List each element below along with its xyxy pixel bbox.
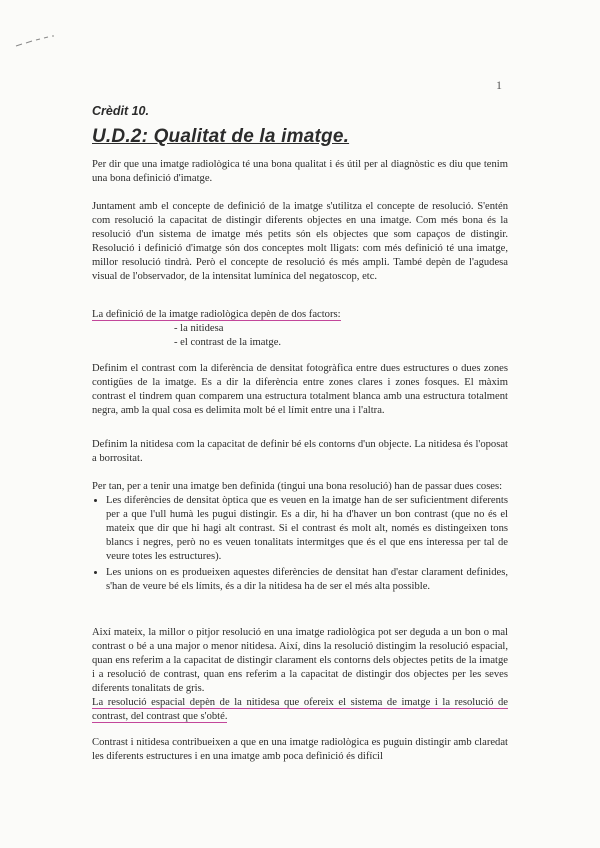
paragraph-contrast: [92, 362, 508, 418]
page-number: 1: [496, 78, 502, 92]
factor-item: - el contrast de la imatge.: [174, 337, 282, 348]
paragraph-text: Definim el contrast com la diferència de densitat fotogràfica entre dues estructures o dues zones contigües de la imatge. Es a dir la diferència entre zones clares i zones fosques. El màxim contrast el tindrem quan comparem una estructura totalment blanca amb una estructura totalment negra, amb la qual cosa es delimita molt bé el límit entre una i l'altra.: [92, 363, 508, 416]
unit-title: U.D.2: Qualitat de la imatge.: [92, 126, 350, 147]
paragraph-text: Per dir que una imatge radiològica té una bona qualitat i és útil per al diagnòstic es diu que tenim una bona definició d'imatge.: [92, 159, 508, 184]
paragraph-text: La resolució espacial depèn de la nitidesa que ofereix el sistema de imatge i la resolució de contrast, del contrast que s'obté.: [92, 697, 508, 722]
conditions-intro: Per tan, per a tenir una imatge ben definida (tingui una bona resolució) han de passar dues coses:: [92, 481, 503, 492]
paragraph-sharpness: [92, 438, 508, 466]
paragraph-intro: [92, 158, 508, 186]
paragraph-text: Definim la nitidesa com la capacitat de definir bé els contorns d'un objecte. La nitidesa és l'oposat a borrositat.: [92, 439, 508, 464]
paragraph-spatial: [92, 626, 508, 724]
paragraph-text: Juntament amb el concepte de definició de la imatge s'utilitza el concepte de resolució. S'entén com resolució la capacitat de distingir diferents objectes en una imatge. Com més bona és la resolució d'un sistema de imatge més petits són els objectes que som capaços de distingir. Resolució i definició d'imatge són dos conceptes molt lligats: com més definició té una imatge, millor resolució tindrà. Però el concepte de resolució és més ampli. També depèn de l'agudesa visual de l'observador, de la intensitat lumínica del negatoscop, etc.: [92, 201, 508, 282]
paragraph-closing: [92, 736, 508, 764]
factor-item: - la nitidesa: [174, 323, 224, 334]
pencil-scribble: [14, 34, 64, 50]
list-item: • Les unions on es produeixen aquestes diferències de densitat han d'estar clarament definides, s'han de veure bé els límits, és a dir la nitidesa ha de ser el més alta possible.: [106, 566, 508, 594]
paragraph-text: Contrast i nitidesa contribueixen a que en una imatge radiològica es puguin distingir amb claredat les diferents estructures i en una imatge amb poca definició és difícil: [92, 737, 508, 762]
factors-intro: La definició de la imatge radiològica depèn de dos factors:: [92, 309, 341, 320]
conditions-list: [92, 494, 508, 594]
paragraph-resolution: [92, 200, 508, 284]
paragraph-conditions: [92, 480, 508, 596]
paragraph-factors: [92, 308, 508, 350]
paragraph-text: Així mateix, la millor o pitjor resolució en una imatge radiològica pot ser deguda a un bon o mal contrast o bé a una major o menor nitidesa. Així, dins la resolució distingim la resolució espacial, quan ens referim a la capacitat de distingir clarament els contorns dels objectes petits de la imatge i a resolució de contrast, quan ens referim a la capacitat de distingir dos objectes per les seves diferents tonalitats de gris.: [92, 627, 508, 694]
list-item: • Les diferències de densitat òptica que es veuen en la imatge han de ser suficientment diferents per a que l'ull humà les pugui distingir. Es a dir, hi ha d'haver un bon contrast (que no és el mateix que dir que hi hagi alt contrast. Si el contrast és molt alt, només es distingeixen tons blancs i negres, però no es veuen tonalitats intermitges que és el que ens interessa per tal de veure totes les estructures).: [106, 494, 508, 564]
credit-heading: Crèdit 10.: [92, 104, 149, 118]
